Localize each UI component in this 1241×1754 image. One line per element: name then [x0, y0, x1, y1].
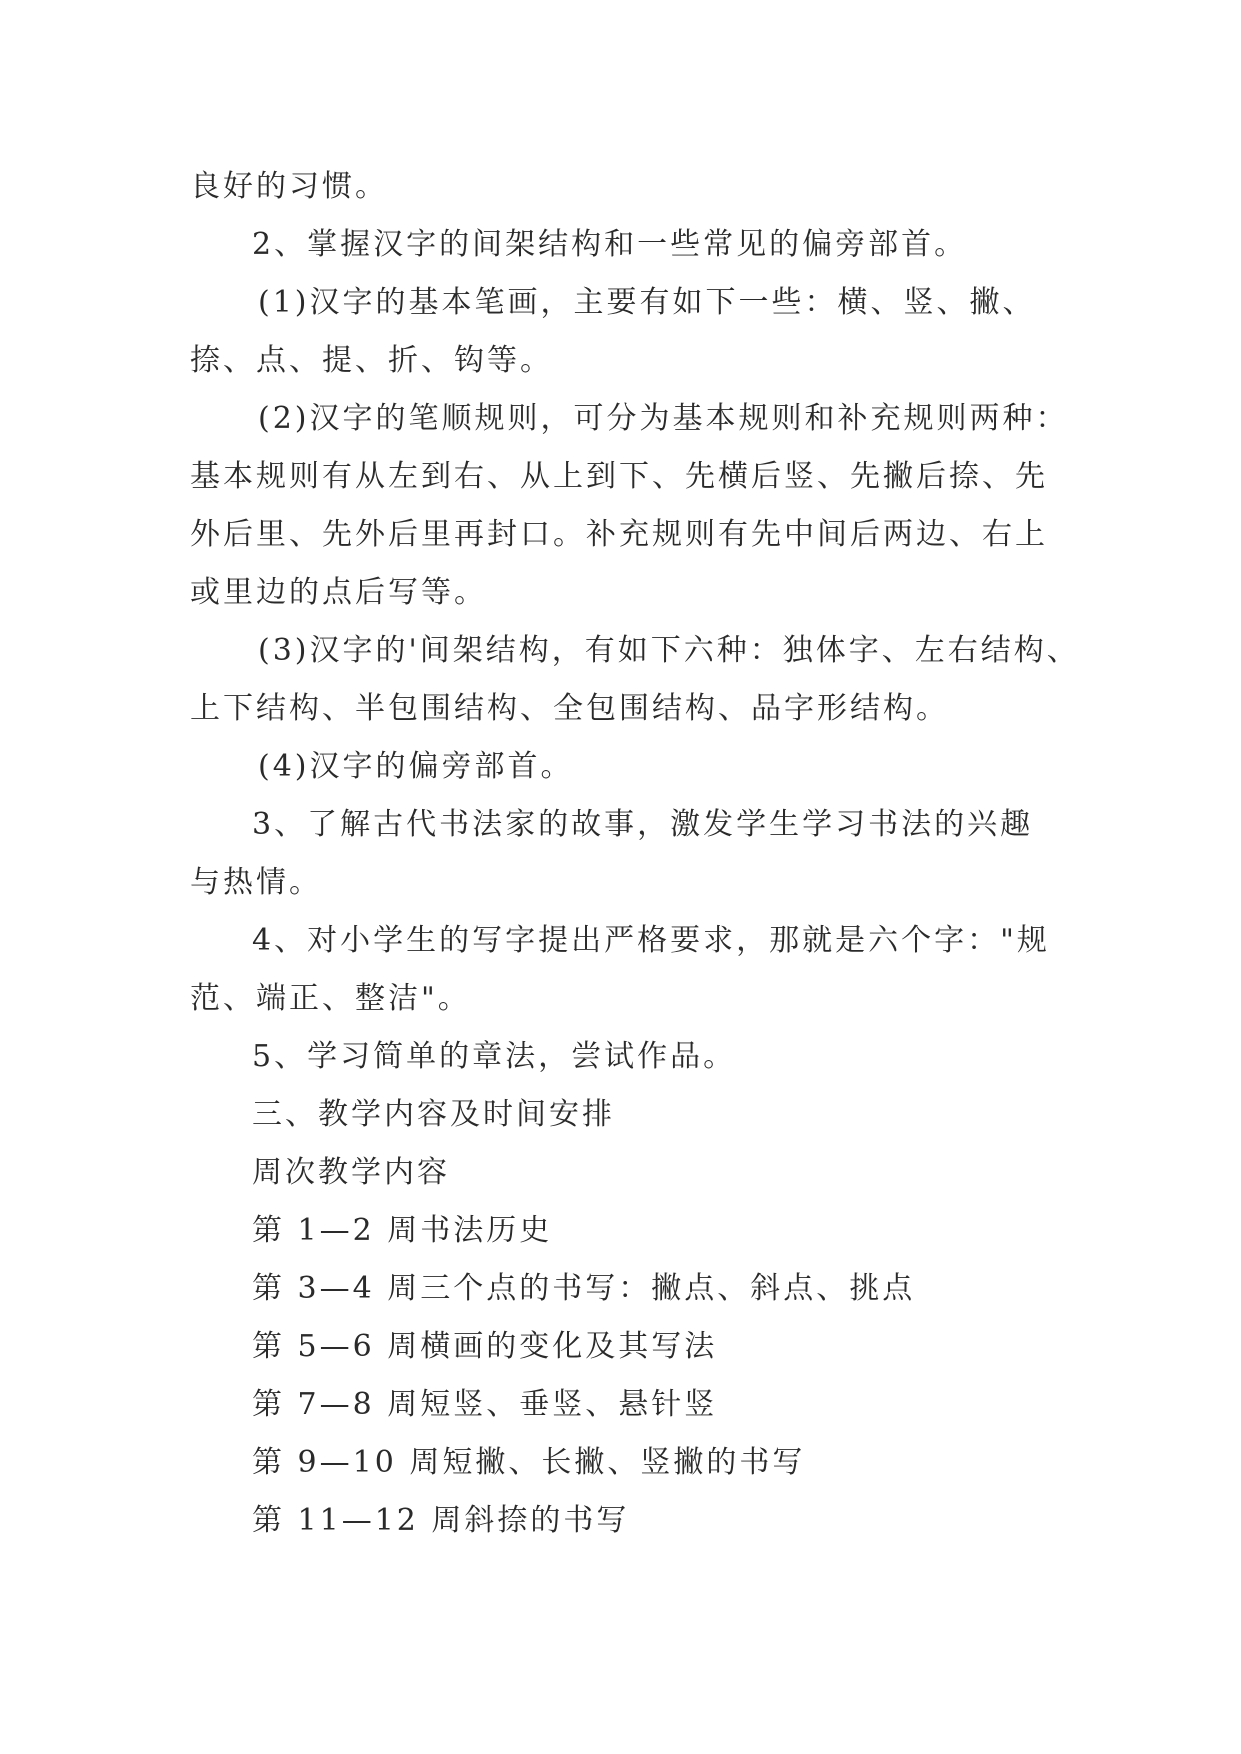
- text-line: 周次教学内容: [252, 1155, 450, 1190]
- text-line: 4、对小学生的写字提出严格要求，那就是六个字："规: [252, 923, 1050, 958]
- text-line: (3)汉字的'间架结构，有如下六种：独体字、左右结构、: [258, 633, 1080, 668]
- schedule-row: 第 11—12 周斜捺的书写: [252, 1503, 630, 1538]
- text-line: (2)汉字的笔顺规则，可分为基本规则和补充规则两种：: [258, 401, 1069, 436]
- text-line: (1)汉字的基本笔画，主要有如下一些：横、竖、撇、: [258, 285, 1036, 320]
- schedule-row: 第 1—2 周书法历史: [252, 1213, 553, 1248]
- text-line: 3、了解古代书法家的故事，激发学生学习书法的兴趣: [252, 807, 1034, 842]
- text-line: 2、掌握汉字的间架结构和一些常见的偏旁部首。: [252, 227, 968, 262]
- text-line: (4)汉字的偏旁部首。: [258, 749, 574, 784]
- text-line: 良好的习惯。: [190, 169, 388, 204]
- text-line: 捺、点、提、折、钩等。: [190, 343, 553, 378]
- text-line: 上下结构、半包围结构、全包围结构、品字形结构。: [190, 691, 949, 726]
- schedule-row: 第 7—8 周短竖、垂竖、悬针竖: [252, 1387, 718, 1422]
- text-line: 外后里、先外后里再封口。补充规则有先中间后两边、右上: [190, 517, 1048, 552]
- text-line: 或里边的点后写等。: [190, 575, 487, 610]
- document-body: [190, 158, 1080, 1550]
- text-line: 5、学习简单的章法，尝试作品。: [252, 1039, 737, 1074]
- schedule-row: 第 9—10 周短撇、长撇、竖撇的书写: [252, 1445, 806, 1480]
- schedule-row: 第 3—4 周三个点的书写：撇点、斜点、挑点: [252, 1271, 916, 1306]
- text-line: 与热情。: [190, 865, 322, 900]
- schedule-row: 第 5—6 周横画的变化及其写法: [252, 1329, 718, 1364]
- text-line: 范、端正、整洁"。: [190, 981, 471, 1016]
- text-line: 基本规则有从左到右、从上到下、先横后竖、先撇后捺、先: [190, 459, 1048, 494]
- section-heading: 三、教学内容及时间安排: [252, 1097, 615, 1132]
